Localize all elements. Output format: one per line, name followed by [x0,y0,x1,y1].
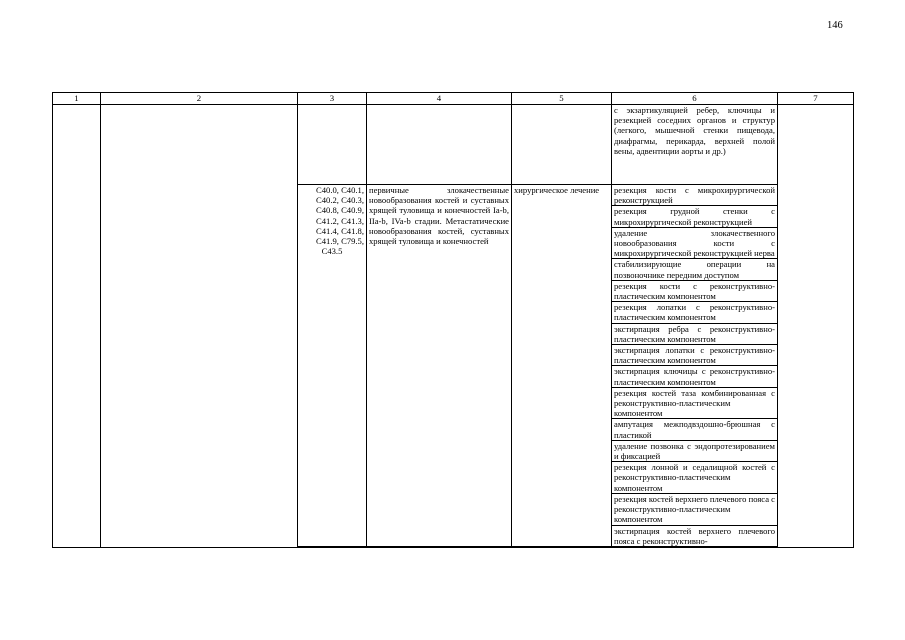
cont-col-6: с экзартикуляцией ребер, ключицы и резекцией соседних органов и структур (легкого, мышечной стенки пищевода, диафрагмы, перикарда, верхней полой вены, адвентиции аорты и др.) [612,105,778,185]
procedure-item: резекция лопатки с реконструктивно-пластическим компонентом [612,302,778,323]
procedure-item: удаление позвонка с эндопротезированием и фиксацией [612,440,778,461]
icd-code-line: С40.2, С40.3, [316,195,364,206]
procedure-item: резекция кости с реконструктивно-пластическим компонентом [612,280,778,301]
cont-col-3 [298,105,367,185]
header-row [53,93,854,105]
spacer-col-5 [512,546,612,547]
diagnosis-cell: первичные злокачественные новообразования костей и суставных хрящей туловища и конечностей Ia-b, IIa-b, IVa-b стадии. Метастатические новообразования костей, суставных хрящей туловища и конечностей [367,185,512,547]
header-col-3: 3 [298,93,367,105]
icd-code-line: С41.9, С79.5, [316,236,364,247]
icd-code-line: С41.2, С41.3, [316,215,364,226]
procedure-item: экстирпация ребра с реконструктивно-пластическим компонентом [612,323,778,344]
continued-row [53,105,854,185]
procedure-item: резекция костей таза комбинированная с реконструктивно-пластическим компонентом [612,387,778,419]
icd-code-line: С40.8, С40.9, [316,205,364,216]
icd-code-line: С41.4, С41.8, [316,225,364,236]
header-col-1: 1 [53,93,101,105]
icd-codes-cell [298,185,367,547]
cell-col-2 [101,105,298,548]
header-col-7: 7 [778,93,854,105]
page-number: 146 [827,20,843,31]
procedure-item: экстирпация костей верхнего плечевого пояса с реконструктивно- [612,525,778,546]
spacer-col-4 [367,546,512,547]
cont-col-5 [512,105,612,185]
cell-col-1 [53,105,101,548]
icd-code-line: С40.0, С40.1, [316,185,364,195]
treatment-type-cell: хирургическое лечение [512,185,612,547]
spacer-col-6 [612,546,778,547]
procedures-table [52,92,854,548]
icd-code-line: С43.5 [321,246,343,257]
cell-col-7 [778,105,854,548]
procedure-item: удаление злокачественного новообразования кости с микрохирургической реконструкцией нерва [612,227,778,259]
procedure-item: резекция грудной стенки с микрохирургической реконструкцией [612,206,778,227]
procedure-item: резекция лонной и седалищной костей с реконструктивно-пластическим компонентом [612,462,778,494]
header-col-4: 4 [367,93,512,105]
procedure-item: резекция костей верхнего плечевого пояса с реконструктивно-пластическим компонентом [612,493,778,525]
cont-col-4 [367,105,512,185]
spacer-col-3 [298,546,367,547]
header-col-6: 6 [612,93,778,105]
procedure-item: стабилизирующие операции на позвоночнике передним доступом [612,259,778,280]
header-col-5: 5 [512,93,612,105]
procedure-item: ампутация межподвздошно-брюшная с пластикой [612,419,778,440]
procedure-item: резекция кости с микрохирургической реконструкцией [612,185,778,206]
procedure-item: экстирпация ключицы с реконструктивно-пластическим компонентом [612,366,778,387]
procedure-item: экстирпация лопатки с реконструктивно-пластическим компонентом [612,345,778,366]
header-col-2: 2 [101,93,298,105]
